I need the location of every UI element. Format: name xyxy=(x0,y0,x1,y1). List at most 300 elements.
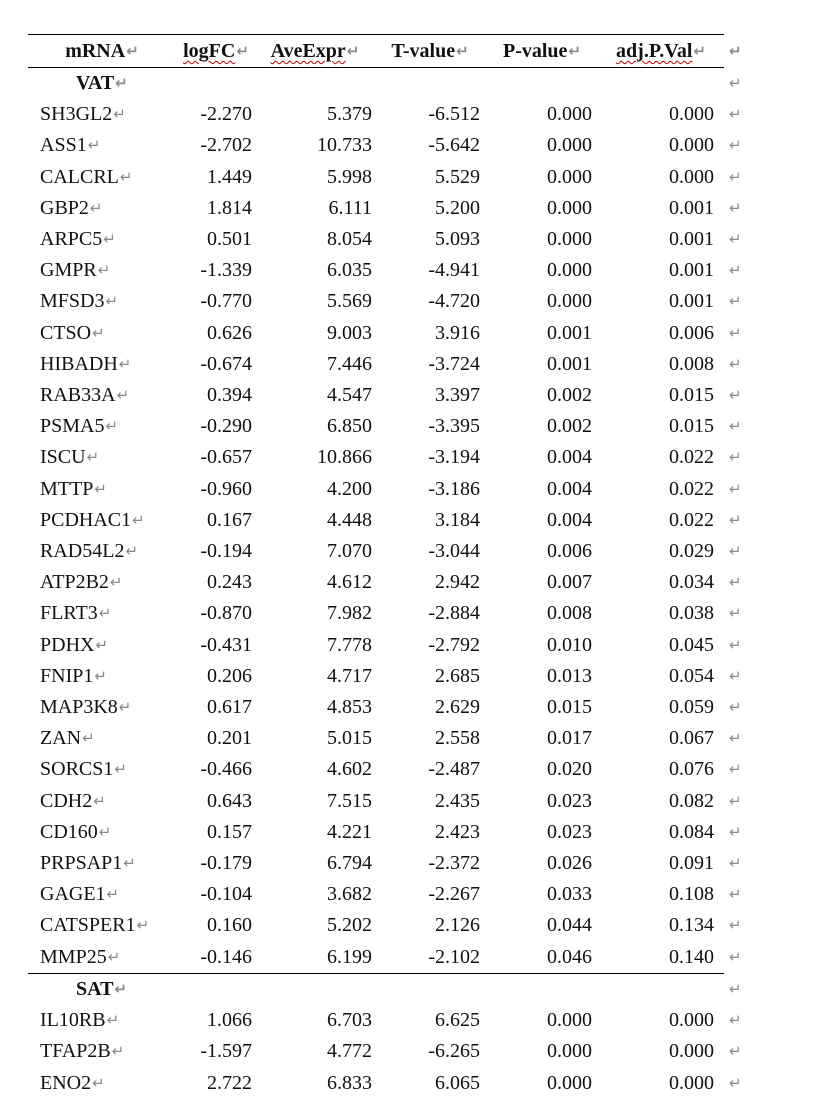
cell-aveexpr: 6.833 xyxy=(327,1071,372,1094)
row-end-mark: ↵ xyxy=(729,510,742,529)
cell-adj-p-val: 0.000 xyxy=(669,165,714,188)
cell-logfc: -0.870 xyxy=(200,602,252,625)
cell-logfc: 0.201 xyxy=(207,727,252,750)
cell-p-value: 0.004 xyxy=(547,446,592,469)
table-row xyxy=(28,130,752,161)
cell-end-mark: ↵ xyxy=(92,1073,105,1092)
cell-p-value: 0.001 xyxy=(547,352,592,375)
cell-logfc: 1.814 xyxy=(207,196,252,219)
cell-logfc: -1.597 xyxy=(200,1040,252,1063)
cell-aveexpr: 5.569 xyxy=(327,290,372,313)
table-row xyxy=(28,286,752,317)
cell-end-mark: ↵ xyxy=(125,542,139,561)
cell-logfc: 1.449 xyxy=(207,165,252,188)
row-end-mark: ↵ xyxy=(729,323,742,342)
table-row xyxy=(28,193,752,224)
cell-aveexpr: 7.778 xyxy=(327,633,372,656)
cell-t-value: 6.625 xyxy=(435,1009,480,1032)
cell-logfc: 0.501 xyxy=(207,228,252,251)
cell-adj-p-val: 0.059 xyxy=(669,696,714,719)
cell-adj-p-val: 0.001 xyxy=(669,196,714,219)
cell-mrna: CATSPER1↵ xyxy=(40,914,150,937)
cell-aveexpr: 4.200 xyxy=(327,477,372,500)
cell-aveexpr: 4.448 xyxy=(327,508,372,531)
cell-adj-p-val: 0.022 xyxy=(669,477,714,500)
cell-adj-p-val: 0.015 xyxy=(669,415,714,438)
cell-t-value: -6.265 xyxy=(428,1040,480,1063)
row-end-mark: ↵ xyxy=(729,916,742,935)
table-row xyxy=(28,692,752,723)
cell-mrna: FNIP1↵ xyxy=(40,664,107,687)
table-row xyxy=(28,879,752,910)
cell-end-mark: ↵ xyxy=(116,386,130,405)
cell-adj-p-val: 0.015 xyxy=(669,384,714,407)
row-end-mark: ↵ xyxy=(729,417,742,436)
cell-logfc: 2.722 xyxy=(207,1071,252,1094)
cell-t-value: 3.184 xyxy=(435,508,480,531)
cell-p-value: 0.000 xyxy=(547,1040,592,1063)
cell-adj-p-val: 0.029 xyxy=(669,540,714,563)
cell-p-value: 0.006 xyxy=(547,540,592,563)
table-row xyxy=(28,442,752,473)
cell-end-mark: ↵ xyxy=(118,698,132,717)
cell-mrna: MAP3K8↵ xyxy=(40,696,132,719)
cell-mrna: PRPSAP1↵ xyxy=(40,852,136,875)
row-end-mark: ↵ xyxy=(729,573,742,592)
table-row xyxy=(28,1036,752,1067)
cell-end-mark: ↵ xyxy=(113,105,126,124)
table-row xyxy=(28,630,752,661)
cell-adj-p-val: 0.084 xyxy=(669,820,714,843)
cell-end-mark: ↵ xyxy=(94,666,107,685)
cell-aveexpr: 8.054 xyxy=(327,228,372,251)
cell-mrna: HIBADH↵ xyxy=(40,352,132,375)
mrna-table xyxy=(28,34,752,1099)
cell-t-value: -2.884 xyxy=(428,602,480,625)
cell-mrna: RAD54L2↵ xyxy=(40,540,139,563)
cell-p-value: 0.026 xyxy=(547,852,592,875)
cell-p-value: 0.033 xyxy=(547,883,592,906)
row-end-mark: ↵ xyxy=(729,1011,742,1030)
cell-t-value: 2.435 xyxy=(435,789,480,812)
row-end-mark: ↵ xyxy=(729,666,742,685)
header-aveexpr: AveExpr↵ xyxy=(256,35,374,68)
cell-adj-p-val: 0.045 xyxy=(669,633,714,656)
cell-end-mark: ↵ xyxy=(95,635,109,654)
cell-mrna: SORCS1↵ xyxy=(40,758,127,781)
cell-p-value: 0.000 xyxy=(547,259,592,282)
cell-p-value: 0.007 xyxy=(547,571,592,594)
cell-mrna: ATP2B2↵ xyxy=(40,571,123,594)
cell-logfc: -0.657 xyxy=(200,446,252,469)
cell-aveexpr: 7.446 xyxy=(327,352,372,375)
cell-logfc: -0.146 xyxy=(176,942,256,974)
group-label: SAT↵ xyxy=(76,977,127,1000)
cell-logfc: 0.206 xyxy=(207,664,252,687)
cell-end-mark: ↵ xyxy=(136,916,150,935)
cell-adj-p-val: 0.000 xyxy=(669,1040,714,1063)
cell-t-value: -3.044 xyxy=(428,540,480,563)
cell-end-mark: ↵ xyxy=(118,354,132,373)
cell-p-value: 0.004 xyxy=(547,508,592,531)
row-end-mark: ↵ xyxy=(729,261,742,280)
header-row xyxy=(28,35,752,68)
row-end-mark: ↵ xyxy=(729,698,742,717)
cell-mrna: IL10RB↵ xyxy=(40,1009,120,1032)
cell-mrna: ASS1↵ xyxy=(40,134,101,157)
cell-aveexpr: 7.982 xyxy=(327,602,372,625)
cell-logfc: -0.194 xyxy=(200,540,252,563)
cell-mrna: MTTP↵ xyxy=(40,477,107,500)
cell-end-mark: ↵ xyxy=(106,1011,120,1030)
cell-end-mark: ↵ xyxy=(86,448,100,467)
cell-p-value: 0.000 xyxy=(547,103,592,126)
cell-adj-p-val: 0.001 xyxy=(669,259,714,282)
cell-p-value: 0.044 xyxy=(547,914,592,937)
cell-end-mark: ↵ xyxy=(126,42,139,60)
row-end-mark: ↵ xyxy=(729,885,742,904)
row-end-mark: ↵ xyxy=(729,947,742,966)
cell-logfc: -1.339 xyxy=(200,259,252,282)
cell-p-value: 0.015 xyxy=(547,696,592,719)
cell-p-value: 0.000 xyxy=(547,290,592,313)
cell-p-value: 0.000 xyxy=(547,165,592,188)
cell-logfc: 0.243 xyxy=(207,571,252,594)
row-end-mark: ↵ xyxy=(729,542,742,561)
cell-end-mark: ↵ xyxy=(346,42,360,60)
cell-logfc: -0.431 xyxy=(200,633,252,656)
cell-mrna: ZAN↵ xyxy=(40,727,95,750)
table-row xyxy=(28,505,752,536)
cell-logfc: -0.290 xyxy=(200,415,252,438)
cell-t-value: 2.942 xyxy=(435,571,480,594)
cell-adj-p-val: 0.001 xyxy=(669,290,714,313)
cell-logfc: 0.167 xyxy=(207,508,252,531)
cell-end-mark: ↵ xyxy=(92,323,105,342)
cell-mrna: GMPR↵ xyxy=(40,259,111,282)
cell-mrna: ENO2↵ xyxy=(40,1071,105,1094)
cell-end-mark: ↵ xyxy=(568,42,581,60)
table-row xyxy=(28,754,752,785)
cell-adj-p-val: 0.091 xyxy=(669,852,714,875)
row-end-mark: ↵ xyxy=(729,167,742,186)
cell-t-value: -2.792 xyxy=(428,633,480,656)
group-row xyxy=(28,973,752,1005)
cell-p-value: 0.000 xyxy=(547,228,592,251)
cell-end-mark: ↵ xyxy=(107,947,121,966)
cell-t-value: 5.093 xyxy=(435,228,480,251)
cell-t-value: -2.372 xyxy=(428,852,480,875)
cell-mrna: PDHX↵ xyxy=(40,633,109,656)
cell-mrna: MMP25↵ xyxy=(28,942,176,974)
row-end-mark: ↵ xyxy=(729,448,742,467)
cell-aveexpr: 4.772 xyxy=(327,1040,372,1063)
cell-end-mark: ↵ xyxy=(97,261,111,280)
cell-aveexpr: 3.682 xyxy=(327,883,372,906)
cell-aveexpr: 4.602 xyxy=(327,758,372,781)
row-end-mark: ↵ xyxy=(729,73,742,92)
header-adj-p-val: adj.P.Val↵ xyxy=(598,35,724,68)
cell-aveexpr: 7.070 xyxy=(327,540,372,563)
table-row xyxy=(28,349,752,380)
cell-p-value: 0.000 xyxy=(547,1071,592,1094)
cell-t-value: -5.642 xyxy=(428,134,480,157)
row-end-mark: ↵ xyxy=(729,198,742,217)
cell-adj-p-val: 0.008 xyxy=(669,352,714,375)
row-end-mark: ↵ xyxy=(729,230,742,249)
cell-p-value: 0.000 xyxy=(547,1009,592,1032)
cell-aveexpr: 6.111 xyxy=(328,196,372,219)
cell-adj-p-val: 0.108 xyxy=(669,883,714,906)
cell-end-mark: ↵ xyxy=(111,1042,125,1061)
cell-end-mark: ↵ xyxy=(106,885,120,904)
cell-adj-p-val: 0.000 xyxy=(669,103,714,126)
cell-logfc: -2.270 xyxy=(200,103,252,126)
cell-aveexpr: 5.202 xyxy=(327,914,372,937)
cell-end-mark: ↵ xyxy=(103,230,116,249)
row-end-mark: ↵ xyxy=(729,854,742,873)
table-row xyxy=(28,910,752,941)
cell-end-mark: ↵ xyxy=(109,573,123,592)
cell-t-value: 2.629 xyxy=(435,696,480,719)
cell-logfc: 0.157 xyxy=(207,820,252,843)
cell-adj-p-val: 0.000 xyxy=(669,134,714,157)
cell-logfc: 0.643 xyxy=(207,789,252,812)
cell-adj-p-val: 0.000 xyxy=(669,1009,714,1032)
cell-aveexpr: 10.733 xyxy=(317,134,372,157)
document-page xyxy=(28,34,788,1099)
cell-logfc: -2.702 xyxy=(200,134,252,157)
cell-t-value: -4.720 xyxy=(428,290,480,313)
cell-end-mark: ↵ xyxy=(98,822,112,841)
row-end-mark: ↵ xyxy=(729,635,742,654)
row-end-mark: ↵ xyxy=(729,42,742,60)
cell-mrna: RAB33A↵ xyxy=(40,384,130,407)
header-mrna: mRNA↵ xyxy=(28,35,176,68)
cell-aveexpr: 7.515 xyxy=(327,789,372,812)
table-row xyxy=(28,567,752,598)
cell-mrna: PSMA5↵ xyxy=(40,415,119,438)
cell-end-mark: ↵ xyxy=(94,479,107,498)
cell-aveexpr: 4.853 xyxy=(327,696,372,719)
row-end-mark: ↵ xyxy=(729,1042,742,1061)
cell-logfc: -0.466 xyxy=(200,758,252,781)
cell-adj-p-val: 0.000 xyxy=(669,1071,714,1094)
cell-aveexpr: 5.998 xyxy=(327,165,372,188)
cell-end-mark: ↵ xyxy=(87,136,101,155)
cell-mrna: CDH2↵ xyxy=(40,789,106,812)
cell-p-value: 0.023 xyxy=(547,789,592,812)
cell-adj-p-val: 0.076 xyxy=(669,758,714,781)
cell-mrna: ISCU↵ xyxy=(40,446,100,469)
cell-adj-p-val: 0.054 xyxy=(669,664,714,687)
cell-aveexpr: 5.379 xyxy=(327,103,372,126)
cell-end-mark: ↵ xyxy=(114,979,127,998)
table-row xyxy=(28,661,752,692)
group-row xyxy=(28,68,752,100)
row-end-mark: ↵ xyxy=(729,479,742,498)
cell-end-mark: ↵ xyxy=(693,42,706,60)
header-p-value: P-value↵ xyxy=(486,35,598,68)
table-row xyxy=(28,474,752,505)
cell-t-value: 3.397 xyxy=(435,384,480,407)
cell-aveexpr: 10.866 xyxy=(317,446,372,469)
cell-p-value: 0.002 xyxy=(547,384,592,407)
cell-logfc: -0.104 xyxy=(200,883,252,906)
cell-aveexpr: 6.199 xyxy=(256,942,374,974)
row-end-mark: ↵ xyxy=(729,791,742,810)
row-end-mark: ↵ xyxy=(729,354,742,373)
row-end-mark: ↵ xyxy=(729,760,742,779)
cell-end-mark: ↵ xyxy=(105,292,119,311)
cell-p-value: 0.004 xyxy=(547,477,592,500)
cell-p-value: 0.000 xyxy=(547,134,592,157)
cell-adj-p-val: 0.067 xyxy=(669,727,714,750)
cell-mrna: CD160↵ xyxy=(40,820,112,843)
cell-mrna: FLRT3↵ xyxy=(40,602,112,625)
table-row xyxy=(28,162,752,193)
cell-mrna: TFAP2B↵ xyxy=(40,1040,125,1063)
cell-aveexpr: 4.717 xyxy=(327,664,372,687)
cell-aveexpr: 4.547 xyxy=(327,384,372,407)
cell-end-mark: ↵ xyxy=(132,510,145,529)
table-row xyxy=(28,411,752,442)
cell-adj-p-val: 0.140 xyxy=(598,942,724,974)
cell-p-value: 0.020 xyxy=(547,758,592,781)
cell-t-value: -6.512 xyxy=(428,103,480,126)
row-end-mark: ↵ xyxy=(729,604,742,623)
cell-mrna: CALCRL↵ xyxy=(40,165,133,188)
cell-adj-p-val: 0.038 xyxy=(669,602,714,625)
cell-logfc: 0.394 xyxy=(207,384,252,407)
cell-mrna: CTSO↵ xyxy=(40,321,105,344)
cell-end-mark: ↵ xyxy=(115,74,128,92)
cell-logfc: -0.179 xyxy=(200,852,252,875)
cell-end-mark: ↵ xyxy=(119,167,133,186)
cell-p-value: 0.008 xyxy=(547,602,592,625)
cell-end-mark: ↵ xyxy=(114,760,127,779)
table-body xyxy=(28,68,752,1099)
row-end-mark: ↵ xyxy=(729,729,742,748)
cell-end-mark: ↵ xyxy=(236,42,249,60)
header-logfc: logFC↵ xyxy=(176,35,256,68)
cell-t-value: 2.423 xyxy=(435,820,480,843)
table-row xyxy=(28,1068,752,1099)
cell-end-mark: ↵ xyxy=(456,42,469,60)
cell-logfc: 1.066 xyxy=(207,1009,252,1032)
cell-logfc: 0.626 xyxy=(207,321,252,344)
cell-t-value: 2.126 xyxy=(435,914,480,937)
cell-aveexpr: 6.794 xyxy=(327,852,372,875)
cell-adj-p-val: 0.134 xyxy=(669,914,714,937)
cell-logfc: 0.617 xyxy=(207,696,252,719)
cell-p-value: 0.010 xyxy=(547,633,592,656)
cell-adj-p-val: 0.006 xyxy=(669,321,714,344)
cell-logfc: -0.674 xyxy=(200,352,252,375)
cell-mrna: SH3GL2↵ xyxy=(40,103,126,126)
cell-p-value: 0.002 xyxy=(547,415,592,438)
header-t-value: T-value↵ xyxy=(374,35,486,68)
cell-adj-p-val: 0.082 xyxy=(669,789,714,812)
table-row xyxy=(28,99,752,130)
cell-aveexpr: 9.003 xyxy=(327,321,372,344)
table-row xyxy=(28,848,752,879)
cell-t-value: -4.941 xyxy=(428,259,480,282)
table-row xyxy=(28,598,752,629)
cell-t-value: 6.065 xyxy=(435,1071,480,1094)
cell-end-mark: ↵ xyxy=(98,604,112,623)
cell-mrna: PCDHAC1↵ xyxy=(40,508,145,531)
cell-aveexpr: 6.850 xyxy=(327,415,372,438)
cell-t-value: 2.685 xyxy=(435,664,480,687)
cell-p-value: 0.013 xyxy=(547,664,592,687)
cell-end-mark: ↵ xyxy=(93,791,106,810)
table-row xyxy=(28,318,752,349)
cell-t-value: 2.558 xyxy=(435,727,480,750)
table-row xyxy=(28,942,752,974)
table-row xyxy=(28,380,752,411)
cell-t-value: -2.102 xyxy=(374,942,486,974)
cell-t-value: 3.916 xyxy=(435,321,480,344)
table-row xyxy=(28,817,752,848)
cell-aveexpr: 4.612 xyxy=(327,571,372,594)
cell-adj-p-val: 0.022 xyxy=(669,446,714,469)
row-end-mark: ↵ xyxy=(729,822,742,841)
table-row xyxy=(28,786,752,817)
table-row xyxy=(28,255,752,286)
cell-t-value: -2.487 xyxy=(428,758,480,781)
cell-end-mark: ↵ xyxy=(89,198,103,217)
cell-adj-p-val: 0.034 xyxy=(669,571,714,594)
row-end-mark: ↵ xyxy=(729,292,742,311)
row-end-mark: ↵ xyxy=(729,1073,742,1092)
cell-mrna: GAGE1↵ xyxy=(40,883,120,906)
cell-logfc: -0.770 xyxy=(200,290,252,313)
cell-p-value: 0.017 xyxy=(547,727,592,750)
cell-t-value: -3.186 xyxy=(428,477,480,500)
cell-aveexpr: 4.221 xyxy=(327,820,372,843)
group-label: VAT↵ xyxy=(76,72,128,94)
table-row xyxy=(28,224,752,255)
cell-adj-p-val: 0.001 xyxy=(669,228,714,251)
cell-p-value: 0.046 xyxy=(486,942,598,974)
cell-p-value: 0.000 xyxy=(547,196,592,219)
table-row xyxy=(28,1005,752,1036)
cell-logfc: 0.160 xyxy=(207,914,252,937)
cell-t-value: -3.194 xyxy=(428,446,480,469)
cell-aveexpr: 5.015 xyxy=(327,727,372,750)
row-end-mark: ↵ xyxy=(729,136,742,155)
cell-aveexpr: 6.035 xyxy=(327,259,372,282)
row-end-mark: ↵ xyxy=(729,979,742,998)
cell-t-value: -3.395 xyxy=(428,415,480,438)
row-end-mark: ↵ xyxy=(729,386,742,405)
cell-mrna: ARPC5↵ xyxy=(40,228,116,251)
cell-t-value: -2.267 xyxy=(428,883,480,906)
cell-end-mark: ↵ xyxy=(82,729,95,748)
table-header xyxy=(28,35,752,68)
row-end-mark: ↵ xyxy=(729,105,742,124)
cell-end-mark: ↵ xyxy=(105,417,119,436)
table-row xyxy=(28,723,752,754)
cell-t-value: -3.724 xyxy=(428,352,480,375)
cell-mrna: MFSD3↵ xyxy=(40,290,119,313)
cell-end-mark: ↵ xyxy=(123,854,136,873)
cell-mrna: GBP2↵ xyxy=(40,196,103,219)
cell-logfc: -0.960 xyxy=(200,477,252,500)
table-row xyxy=(28,536,752,567)
cell-p-value: 0.023 xyxy=(547,820,592,843)
